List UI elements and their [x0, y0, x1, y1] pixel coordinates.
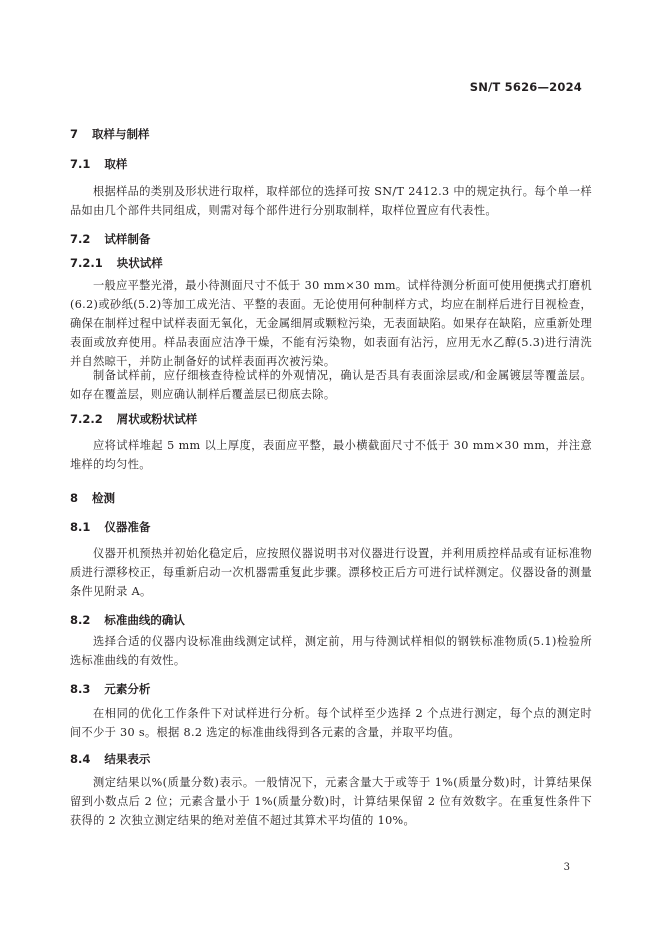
heading-title: 仪器准备 — [104, 520, 151, 534]
heading-title: 取样与制样 — [92, 127, 150, 141]
heading-title: 检测 — [92, 491, 116, 505]
page-number: 3 — [563, 862, 570, 873]
heading-7 — [70, 126, 150, 142]
heading-number: 8 — [70, 491, 79, 505]
heading-8-4 — [70, 751, 150, 767]
paragraph: 仪器开机预热并初始化稳定后，应按照仪器说明书对仪器进行设置，并利用质控样品或有证标准物质进行漂移校正，每重新启动一次机器需重复此步骤。漂移校正后方可进行试样测定。仪器设备的测量条件见附录 A。 — [70, 547, 592, 598]
paragraph: 应将试样堆起 5 mm 以上厚度，表面应平整，最小横截面尺寸不低于 30 mm×30 mm，并注意堆样的均匀性。 — [70, 439, 592, 471]
heading-7-1 — [70, 156, 127, 172]
heading-number: 7 — [70, 127, 79, 141]
heading-8-2 — [70, 612, 185, 628]
heading-title: 块状试样 — [116, 256, 163, 270]
heading-number: 8.1 — [70, 520, 91, 534]
paragraph: 选择合适的仪器内设标准曲线测定试样，测定前，用与待测试样相似的钢铁标准物质(5.1)检验所选标准曲线的有效性。 — [70, 635, 592, 667]
heading-title: 取样 — [104, 157, 128, 171]
paragraph: 一般应平整光滑，最小待测面尺寸不低于 30 mm×30 mm。试样待测分析面可使用便携式打磨机(6.2)或砂纸(5.2)等加工成光洁、平整的表面。无论使用何种制样方式，均应在制样后进行目视检查，确保在制样过程中试样表面无氧化，无金属细屑或颗粒污染，无表面缺陷。如果存在缺陷，应重新处理表面或放弃使用。样品表面应洁净干燥，不能有污染物，如表面有沾污，应用无水乙醇(5.3)进行清洗并自然晾干，并防止制备好的试样表面再次被污染。 — [70, 279, 592, 368]
paragraph: 在相同的优化工作条件下对试样进行分析。每个试样至少选择 2 个点进行测定，每个点的测定时间不少于 30 s。根据 8.2 选定的标准曲线得到各元素的含量，并取平均值。 — [70, 707, 592, 739]
heading-number: 8.3 — [70, 682, 91, 696]
heading-7-2 — [70, 231, 150, 247]
heading-number: 8.2 — [70, 613, 91, 627]
heading-8-1 — [70, 519, 150, 535]
standard-code: SN/T 5626—2024 — [469, 80, 582, 94]
heading-8 — [70, 490, 115, 506]
heading-7-2-2 — [70, 411, 197, 427]
heading-8-3 — [70, 681, 150, 697]
heading-number: 7.2 — [70, 232, 91, 246]
heading-number: 7.2.2 — [70, 412, 103, 426]
paragraph: 测定结果以%(质量分数)表示。一般情况下，元素含量大于或等于 1%(质量分数)时，计算结果保留到小数点后 2 位；元素含量小于 1%(质量分数)时，计算结果保留 2 位有效数字。在重复性条件下获得的 2 次独立测定结果的绝对差值不超过其算术平均值的 10%。 — [70, 776, 592, 827]
heading-number: 7.2.1 — [70, 256, 103, 270]
heading-7-2-1 — [70, 255, 163, 271]
paragraph: 制备试样前，应仔细核查待检试样的外观情况，确认是否具有表面涂层或/和金属镀层等覆盖层。如存在覆盖层，则应确认制样后覆盖层已彻底去除。 — [70, 369, 592, 401]
paragraph: 根据样品的类别及形状进行取样，取样部位的选择可按 SN/T 2412.3 中的规定执行。每个单一样品如由几个部件共同组成，则需对每个部件进行分别取制样，取样位置应有代表性。 — [70, 185, 592, 217]
heading-number: 7.1 — [70, 157, 91, 171]
heading-title: 屑状或粉状试样 — [116, 412, 198, 426]
heading-number: 8.4 — [70, 752, 91, 766]
heading-title: 元素分析 — [104, 682, 151, 696]
heading-title: 试样制备 — [104, 232, 151, 246]
heading-title: 结果表示 — [104, 752, 151, 766]
heading-title: 标准曲线的确认 — [104, 613, 185, 627]
